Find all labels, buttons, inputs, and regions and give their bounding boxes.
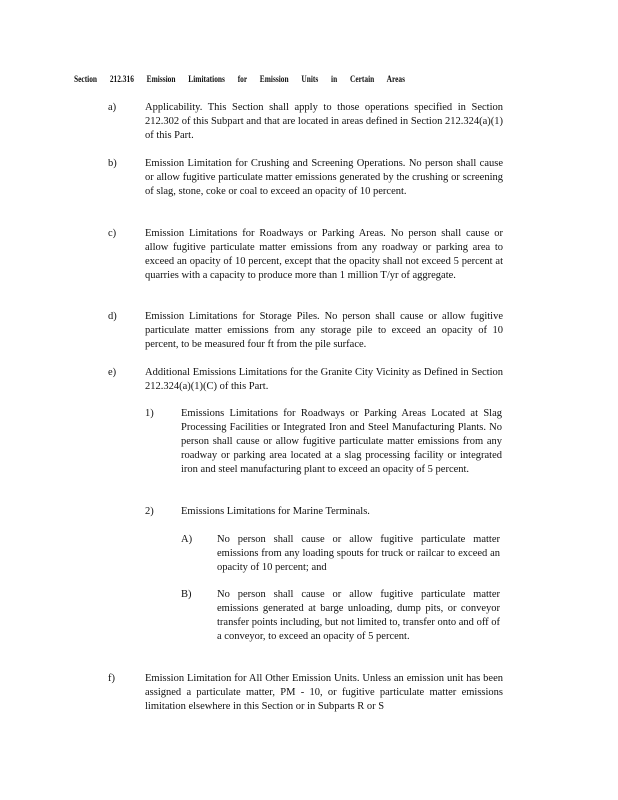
- item-text: Emissions Limitations for Marine Terminals.: [181, 506, 370, 517]
- item-text: Additional Emissions Limitations for the Granite City Vicinity as Defined in Section 212.324(a)(1)(C) of this Part.: [145, 367, 503, 392]
- item-label: b): [108, 158, 117, 169]
- item-text: Emission Limitation for All Other Emission Units. Unless an emission unit has been assigned a particulate matter, PM - 10, or fugitive particulate matter emissions limitation elsewhere in this Section or in Subparts R or S: [145, 673, 503, 712]
- item-label: B): [181, 589, 192, 600]
- item-label: 2): [145, 506, 154, 517]
- item-text: No person shall cause or allow fugitive particulate matter emissions generated at barge unloading, dump pits, or conveyor transfer points including, but not limited to, transfer onto and off of a conveyor, to exceed an opacity of 5 percent.: [217, 589, 500, 642]
- item-label: e): [108, 367, 117, 378]
- item-label: d): [108, 311, 117, 322]
- item-text: No person shall cause or allow fugitive particulate matter emissions from any loading spouts for truck or railcar to exceed an opacity of 10 percent; and: [217, 534, 500, 573]
- item-text: Emissions Limitations for Roadways or Parking Areas Located at Slag Processing Facilities or Integrated Iron and Steel Manufacturing Plants. No person shall cause or allow fugitive particulate matter emissions from any roadway or parking area located at a slag processing facility or integrated iron and steel manufacturing plant to exceed an opacity of 5 percent.: [181, 408, 502, 475]
- section-heading: Section 212.316 Emission Limitations for Emission Units in Certain Areas: [74, 75, 406, 85]
- item-label: f): [108, 673, 115, 684]
- item-text: Applicability. This Section shall apply to those operations specified in Section 212.302 of this Subpart and that are located in areas defined in Section 212.324(a)(1) of this Part.: [145, 102, 503, 141]
- item-label: 1): [145, 408, 154, 419]
- item-label: c): [108, 228, 117, 239]
- item-text: Emission Limitations for Storage Piles. No person shall cause or allow fugitive particulate matter emissions from any storage pile to exceed an opacity of 10 percent, to be measured four ft from the pile surface.: [145, 311, 503, 350]
- item-text: Emission Limitations for Roadways or Parking Areas. No person shall cause or allow fugitive particulate matter emissions from any roadway or parking area to exceed an opacity of 10 percent, except that the opacity shall not exceed 5 percent at quarries with a capacity to produce more than 1 million T/yr of aggregate.: [145, 228, 503, 281]
- item-label: A): [181, 534, 193, 545]
- item-label: a): [108, 102, 117, 113]
- item-text: Emission Limitation for Crushing and Screening Operations. No person shall cause or allow fugitive particulate matter emissions generated by the crushing or screening of slag, stone, coke or coal to exceed an opacity of 10 percent.: [145, 158, 503, 197]
